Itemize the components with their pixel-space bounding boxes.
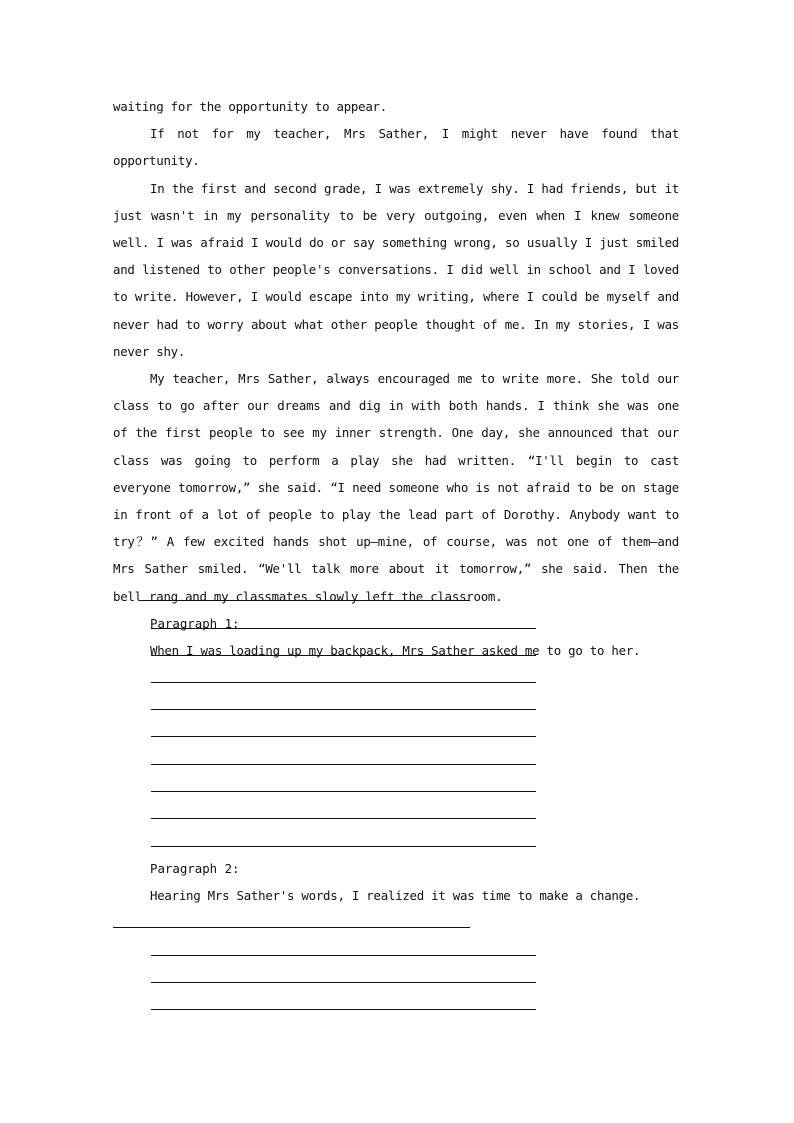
paragraph-1-writing-line[interactable]: [151, 818, 536, 819]
paragraph-1-writing-line[interactable]: [151, 736, 536, 737]
story-paragraph-shy: In the first and second grade, I was extremely shy. I had friends, but it just wasn't in my personality to be very outgoing, even when I knew someone well. I was afraid I would do or say something wrong, so usually I just smiled and listened to other people's conversations. I did well in school and I loved to write. However, I would escape into my writing, where I could be myself and never had to worry about what other people thought of me. In my stories, I was never shy.: [113, 180, 679, 359]
paragraph-1-continuation-line[interactable]: [141, 600, 470, 601]
paragraph-1-writing-line[interactable]: [151, 628, 536, 629]
paragraph-1-opening: When I was loading up my backpack, Mrs Sather asked me to go to her.: [150, 643, 641, 659]
paragraph-1-writing-line[interactable]: [151, 682, 536, 683]
paragraph-1-label: Paragraph 1:: [150, 615, 240, 631]
paragraph-1-writing-line[interactable]: [151, 655, 536, 656]
paragraph-2-continuation-line[interactable]: [113, 927, 470, 928]
paragraph-1-writing-line[interactable]: [151, 791, 536, 792]
paragraph-2-writing-line[interactable]: [151, 982, 536, 983]
paragraph-2-writing-line[interactable]: [151, 1009, 536, 1010]
paragraph-2-writing-line[interactable]: [151, 955, 536, 956]
paragraph-2-label: Paragraph 2:: [150, 861, 240, 876]
story-paragraph-continued: waiting for the opportunity to appear.: [113, 99, 387, 114]
story-paragraph-play: My teacher, Mrs Sather, always encouraged me to write more. She told our class to go after our dreams and dig in with both hands. I think she was one of the first people to see my inner strength. One day, she announced that our class was going to perform a play she had written. “I'll begin to cast everyone tomorrow,” she said. “I need someone who is not afraid to be on stage in front of a lot of people to play the lead part of Dorothy. Anybody want to try？” A few excited hands shot up—mine, of course, was not one of them—and Mrs Sather smiled. “We'll talk more about it tomorrow,” she said. Then the bell rang and my classmates slowly left the classroom.: [113, 371, 679, 604]
essay-text: [113, 93, 679, 664]
paragraph-2-block: [113, 855, 679, 909]
story-paragraph-teacher: If not for my teacher, Mrs Sather, I might never have found that opportunity.: [113, 126, 679, 169]
paragraph-1-writing-line[interactable]: [151, 709, 536, 710]
paragraph-1-writing-line[interactable]: [151, 764, 536, 765]
paragraph-1-writing-line[interactable]: [151, 846, 536, 847]
paragraph-2-opening: Hearing Mrs Sather's words, I realized it was time to make a change.: [150, 888, 641, 904]
